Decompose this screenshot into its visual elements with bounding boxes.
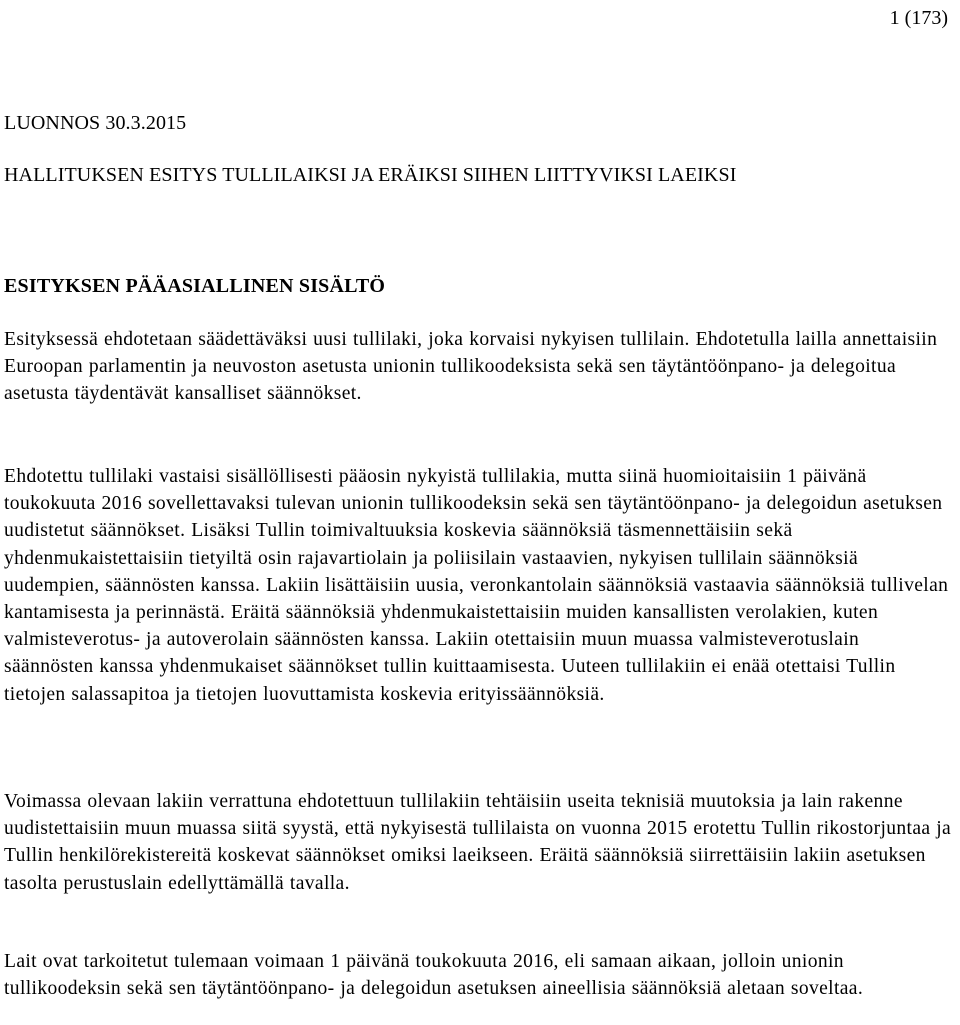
paragraph-entry-into-force: Lait ovat tarkoitetut tulemaan voimaan 1 päivänä toukokuuta 2016, eli samaan aikaan, jolloin unionin tullikoodeksin sekä sen täytäntöönpano- ja delegoidun asetuksen aineellisia säännöksiä aletaan soveltaa.: [4, 951, 864, 1000]
document-title: HALLITUKSEN ESITYS TULLILAIKSI JA ERÄIKSI SIIHEN LIITTYVIKSI LAEIKSI: [4, 164, 737, 186]
paragraph-main-content: Esityksessä ehdotetaan säädettäväksi uusi tullilaki, joka korvaisi nykyisen tullilain. Ehdotetulla lailla annettaisiin Euroopan parlamentin ja neuvoston asetusta unionin tullikoodeksista sekä sen täytäntöönpano- ja delegoitua asetusta täydentävät kansalliset säännökset.: [4, 329, 938, 405]
paragraph-law-content: Ehdotettu tullilaki vastaisi sisällöllisesti pääosin nykyistä tullilakia, mutta siinä huomioitaisiin 1 päivänä toukokuuta 2016 sovellettavaksi tulevan unionin tullikoodeksin sekä sen täytäntöönpano- ja delegoidun asetuksen uudistetut säännökset. Lisäksi Tullin toimivaltuuksia koskevia säännöksiä täsmennettäisiin sekä yhdenmukaistettaisiin tietyiltä osin rajavartiolain ja poliisilain vastaavien, nykyisen tullilain säännöksiä uudempien, säännösten kanssa. Lakiin lisättäisiin uusia, veronkantolain säännöksiä vastaavia säännöksiä tullivelan kantamisesta ja perinnästä. Eräitä säännöksiä yhdenmukaistettaisiin muiden kansallisten verolakien, kuten valmisteverotus- ja autoverolain säännösten kanssa. Lakiin otettaisiin muun muassa valmisteverotuslain säännösten kanssa yhdenmukaiset säännökset tullin kuittaamisesta. Uuteen tullilakiin ei enää otettaisi Tullin tietojen salassapitoa ja tietojen luovuttamista koskevia erityissäännöksiä.: [4, 466, 949, 705]
section-heading: ESITYKSEN PÄÄASIALLINEN SISÄLTÖ: [4, 275, 386, 297]
page-number: 1 (173): [889, 7, 948, 29]
draft-label: LUONNOS 30.3.2015: [4, 112, 187, 134]
paragraph-technical-changes: Voimassa olevaan lakiin verrattuna ehdotettuun tullilakiin tehtäisiin useita teknisiä muutoksia ja lain rakenne uudistettaisiin muun muassa siitä syystä, että nykyisestä tullilaista on vuonna 2015 erotettu Tullin rikostorjuntaa ja Tullin henkilörekistereitä koskevat säännökset omiksi laeikseen. Eräitä säännöksiä siirrettäisiin lakiin asetuksen tasolta perustuslain edellyttämällä tavalla.: [4, 791, 952, 894]
